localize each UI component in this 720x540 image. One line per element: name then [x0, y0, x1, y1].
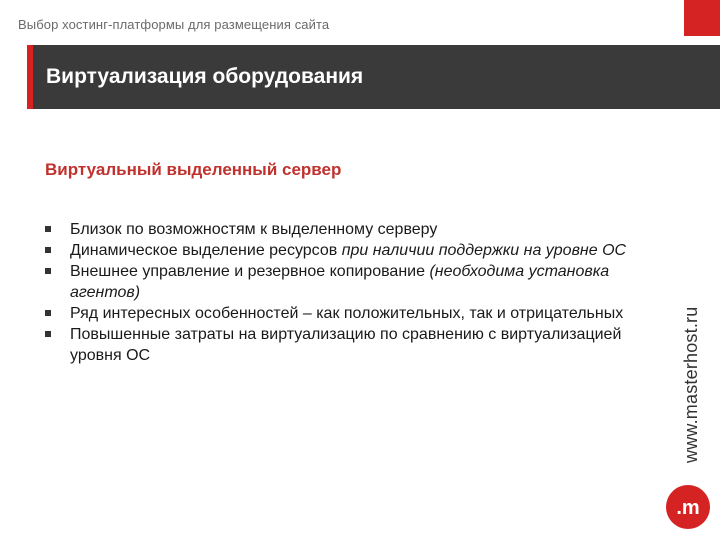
bullet-italic-text: при наличии поддержки на уровне ОС: [341, 242, 627, 259]
site-url-vertical: www.masterhost.ru: [681, 306, 701, 463]
square-bullet-icon: [45, 331, 51, 337]
bullet-text: Динамическое выделение ресурсов: [70, 242, 342, 259]
logo-graphic: [665, 484, 711, 530]
masterhost-logo-icon: [665, 484, 711, 530]
bullet-text: Повышенные затраты на виртуализацию по сравнению с виртуализацией уровня ОС: [70, 326, 622, 364]
bullet-item: [45, 324, 645, 366]
bullet-text: Ряд интересных особенностей – как положительных, так и отрицательных: [70, 305, 624, 322]
slide-title: Виртуализация оборудования: [46, 65, 364, 88]
bullet-text: Близок по возможностям к выделенному серверу: [70, 221, 438, 238]
title-band: [27, 45, 720, 109]
square-bullet-icon: [45, 247, 51, 253]
header-caption: Выбор хостинг-платформы для размещения сайта: [18, 17, 330, 32]
bullet-list: [45, 219, 645, 366]
title-accent-bar: [27, 45, 33, 109]
bullet-italic-text: (необходима установка агентов): [70, 263, 610, 301]
square-bullet-icon: [45, 226, 51, 232]
bullet-item: [45, 261, 645, 303]
logo-text: .m: [676, 497, 700, 519]
square-bullet-icon: [45, 268, 51, 274]
bullet-item: [45, 303, 645, 324]
bullet-item: [45, 240, 645, 261]
bullet-text: Внешнее управление и резервное копирование: [70, 263, 430, 280]
section-subtitle: Виртуальный выделенный сервер: [45, 160, 342, 179]
corner-accent-square: [684, 0, 720, 36]
bullet-item: [45, 219, 645, 240]
square-bullet-icon: [45, 310, 51, 316]
